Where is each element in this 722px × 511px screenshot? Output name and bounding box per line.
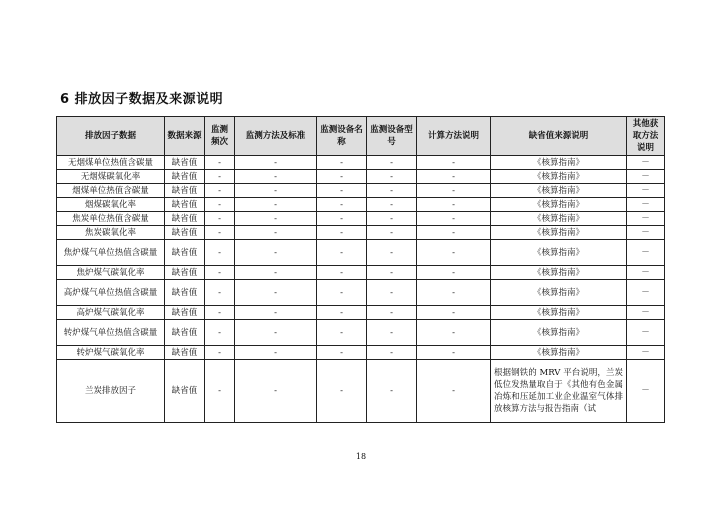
header-calc: 计算方法说明 [417, 117, 491, 156]
cell-calc: - [417, 198, 491, 212]
cell-calc: - [417, 266, 491, 280]
cell-device-model: - [367, 184, 417, 198]
cell-default-source: 《核算指南》 [491, 184, 627, 198]
table-row [57, 170, 665, 184]
cell-method: - [235, 156, 317, 170]
cell-source: 缺省值 [165, 240, 205, 266]
table-header-row [57, 117, 665, 156]
cell-device-name: - [317, 266, 367, 280]
cell-source: 缺省值 [165, 306, 205, 320]
cell-device-name: - [317, 184, 367, 198]
page-number: 18 [355, 452, 367, 461]
cell-calc: - [417, 184, 491, 198]
cell-device-name: - [317, 240, 367, 266]
cell-method: - [235, 346, 317, 360]
table-row [57, 346, 665, 360]
cell-method: - [235, 320, 317, 346]
cell-device-name: - [317, 226, 367, 240]
cell-calc: - [417, 306, 491, 320]
cell-method: - [235, 266, 317, 280]
cell-other: － [627, 266, 665, 280]
cell-calc: - [417, 226, 491, 240]
cell-method: - [235, 212, 317, 226]
table-row [57, 198, 665, 212]
cell-device-name: - [317, 170, 367, 184]
cell-calc: - [417, 170, 491, 184]
cell-method: - [235, 170, 317, 184]
cell-source: 缺省值 [165, 198, 205, 212]
cell-calc: - [417, 212, 491, 226]
cell-frequency: - [205, 360, 235, 423]
cell-frequency: - [205, 266, 235, 280]
cell-source: 缺省值 [165, 360, 205, 423]
cell-default-source: 《核算指南》 [491, 280, 627, 306]
cell-default-source: 《核算指南》 [491, 240, 627, 266]
cell-default-source: 《核算指南》 [491, 266, 627, 280]
table-row [57, 212, 665, 226]
cell-other: － [627, 306, 665, 320]
cell-device-model: - [367, 346, 417, 360]
cell-source: 缺省值 [165, 346, 205, 360]
table-row [57, 306, 665, 320]
cell-device-name: - [317, 306, 367, 320]
cell-factor: 焦炉煤气碳氧化率 [57, 266, 165, 280]
cell-method: - [235, 306, 317, 320]
cell-method: - [235, 184, 317, 198]
cell-calc: - [417, 320, 491, 346]
cell-factor: 烟煤单位热值含碳量 [57, 184, 165, 198]
cell-device-model: - [367, 170, 417, 184]
table-row [57, 266, 665, 280]
cell-factor: 无烟煤单位热值含碳量 [57, 156, 165, 170]
header-device-model: 监测设备型号 [367, 117, 417, 156]
header-other: 其他获取方法说明 [627, 117, 665, 156]
cell-factor: 兰炭排放因子 [57, 360, 165, 423]
cell-default-source: 《核算指南》 [491, 226, 627, 240]
cell-frequency: - [205, 212, 235, 226]
cell-frequency: - [205, 240, 235, 266]
cell-default-source: 《核算指南》 [491, 212, 627, 226]
cell-factor: 焦炭单位热值含碳量 [57, 212, 165, 226]
cell-method: - [235, 280, 317, 306]
cell-default-source: 《核算指南》 [491, 156, 627, 170]
table-row [57, 320, 665, 346]
cell-calc: - [417, 156, 491, 170]
cell-default-source: 根据钢铁的 MRV 平台说明，兰炭低位发热量取自于《其他有色金属冶炼和压延加工业企业温室气体排放核算方法与报告指南（试 [491, 360, 627, 423]
cell-other: － [627, 280, 665, 306]
cell-factor: 高炉煤气碳氧化率 [57, 306, 165, 320]
section-title: 6 排放因子数据及来源说明 [60, 92, 224, 107]
cell-source: 缺省值 [165, 226, 205, 240]
table-row [57, 156, 665, 170]
cell-frequency: - [205, 306, 235, 320]
emission-factor-table [56, 116, 665, 423]
cell-factor: 转炉煤气碳氧化率 [57, 346, 165, 360]
cell-factor: 焦炭碳氧化率 [57, 226, 165, 240]
cell-other: － [627, 240, 665, 266]
cell-device-name: - [317, 320, 367, 346]
cell-factor: 焦炉煤气单位热值含碳量 [57, 240, 165, 266]
cell-frequency: - [205, 320, 235, 346]
cell-device-name: - [317, 280, 367, 306]
table-row [57, 226, 665, 240]
cell-frequency: - [205, 184, 235, 198]
cell-device-model: - [367, 156, 417, 170]
cell-other: － [627, 198, 665, 212]
cell-other: － [627, 346, 665, 360]
cell-source: 缺省值 [165, 212, 205, 226]
cell-frequency: - [205, 346, 235, 360]
cell-factor: 无烟煤碳氧化率 [57, 170, 165, 184]
cell-frequency: - [205, 198, 235, 212]
table-row [57, 360, 665, 423]
cell-default-source: 《核算指南》 [491, 170, 627, 184]
header-frequency: 监测频次 [205, 117, 235, 156]
cell-other: － [627, 212, 665, 226]
cell-default-source: 《核算指南》 [491, 306, 627, 320]
cell-other: － [627, 170, 665, 184]
header-factor: 排放因子数据 [57, 117, 165, 156]
cell-default-source: 《核算指南》 [491, 198, 627, 212]
cell-other: － [627, 360, 665, 423]
cell-source: 缺省值 [165, 320, 205, 346]
cell-device-model: - [367, 198, 417, 212]
table-row [57, 240, 665, 266]
cell-other: － [627, 226, 665, 240]
cell-device-model: - [367, 266, 417, 280]
cell-device-model: - [367, 226, 417, 240]
cell-source: 缺省值 [165, 156, 205, 170]
cell-other: － [627, 156, 665, 170]
cell-device-model: - [367, 212, 417, 226]
cell-method: - [235, 360, 317, 423]
cell-method: - [235, 226, 317, 240]
cell-device-name: - [317, 212, 367, 226]
cell-device-model: - [367, 280, 417, 306]
cell-factor: 烟煤碳氧化率 [57, 198, 165, 212]
header-device-name: 监测设备名称 [317, 117, 367, 156]
table-row [57, 184, 665, 198]
cell-frequency: - [205, 280, 235, 306]
cell-device-model: - [367, 360, 417, 423]
header-method: 监测方法及标准 [235, 117, 317, 156]
cell-source: 缺省值 [165, 170, 205, 184]
cell-factor: 高炉煤气单位热值含碳量 [57, 280, 165, 306]
cell-other: － [627, 184, 665, 198]
cell-method: - [235, 240, 317, 266]
cell-device-name: - [317, 360, 367, 423]
cell-default-source: 《核算指南》 [491, 320, 627, 346]
cell-source: 缺省值 [165, 280, 205, 306]
cell-calc: - [417, 360, 491, 423]
cell-device-name: - [317, 346, 367, 360]
cell-default-source: 《核算指南》 [491, 346, 627, 360]
cell-device-model: - [367, 320, 417, 346]
header-source: 数据来源 [165, 117, 205, 156]
cell-frequency: - [205, 170, 235, 184]
cell-device-model: - [367, 306, 417, 320]
cell-source: 缺省值 [165, 266, 205, 280]
cell-device-name: - [317, 156, 367, 170]
cell-calc: - [417, 240, 491, 266]
cell-method: - [235, 198, 317, 212]
cell-frequency: - [205, 156, 235, 170]
cell-frequency: - [205, 226, 235, 240]
cell-device-name: - [317, 198, 367, 212]
cell-other: － [627, 320, 665, 346]
header-default-source: 缺省值来源说明 [491, 117, 627, 156]
cell-device-model: - [367, 240, 417, 266]
cell-calc: - [417, 280, 491, 306]
cell-source: 缺省值 [165, 184, 205, 198]
table-row [57, 280, 665, 306]
cell-calc: - [417, 346, 491, 360]
cell-factor: 转炉煤气单位热值含碳量 [57, 320, 165, 346]
